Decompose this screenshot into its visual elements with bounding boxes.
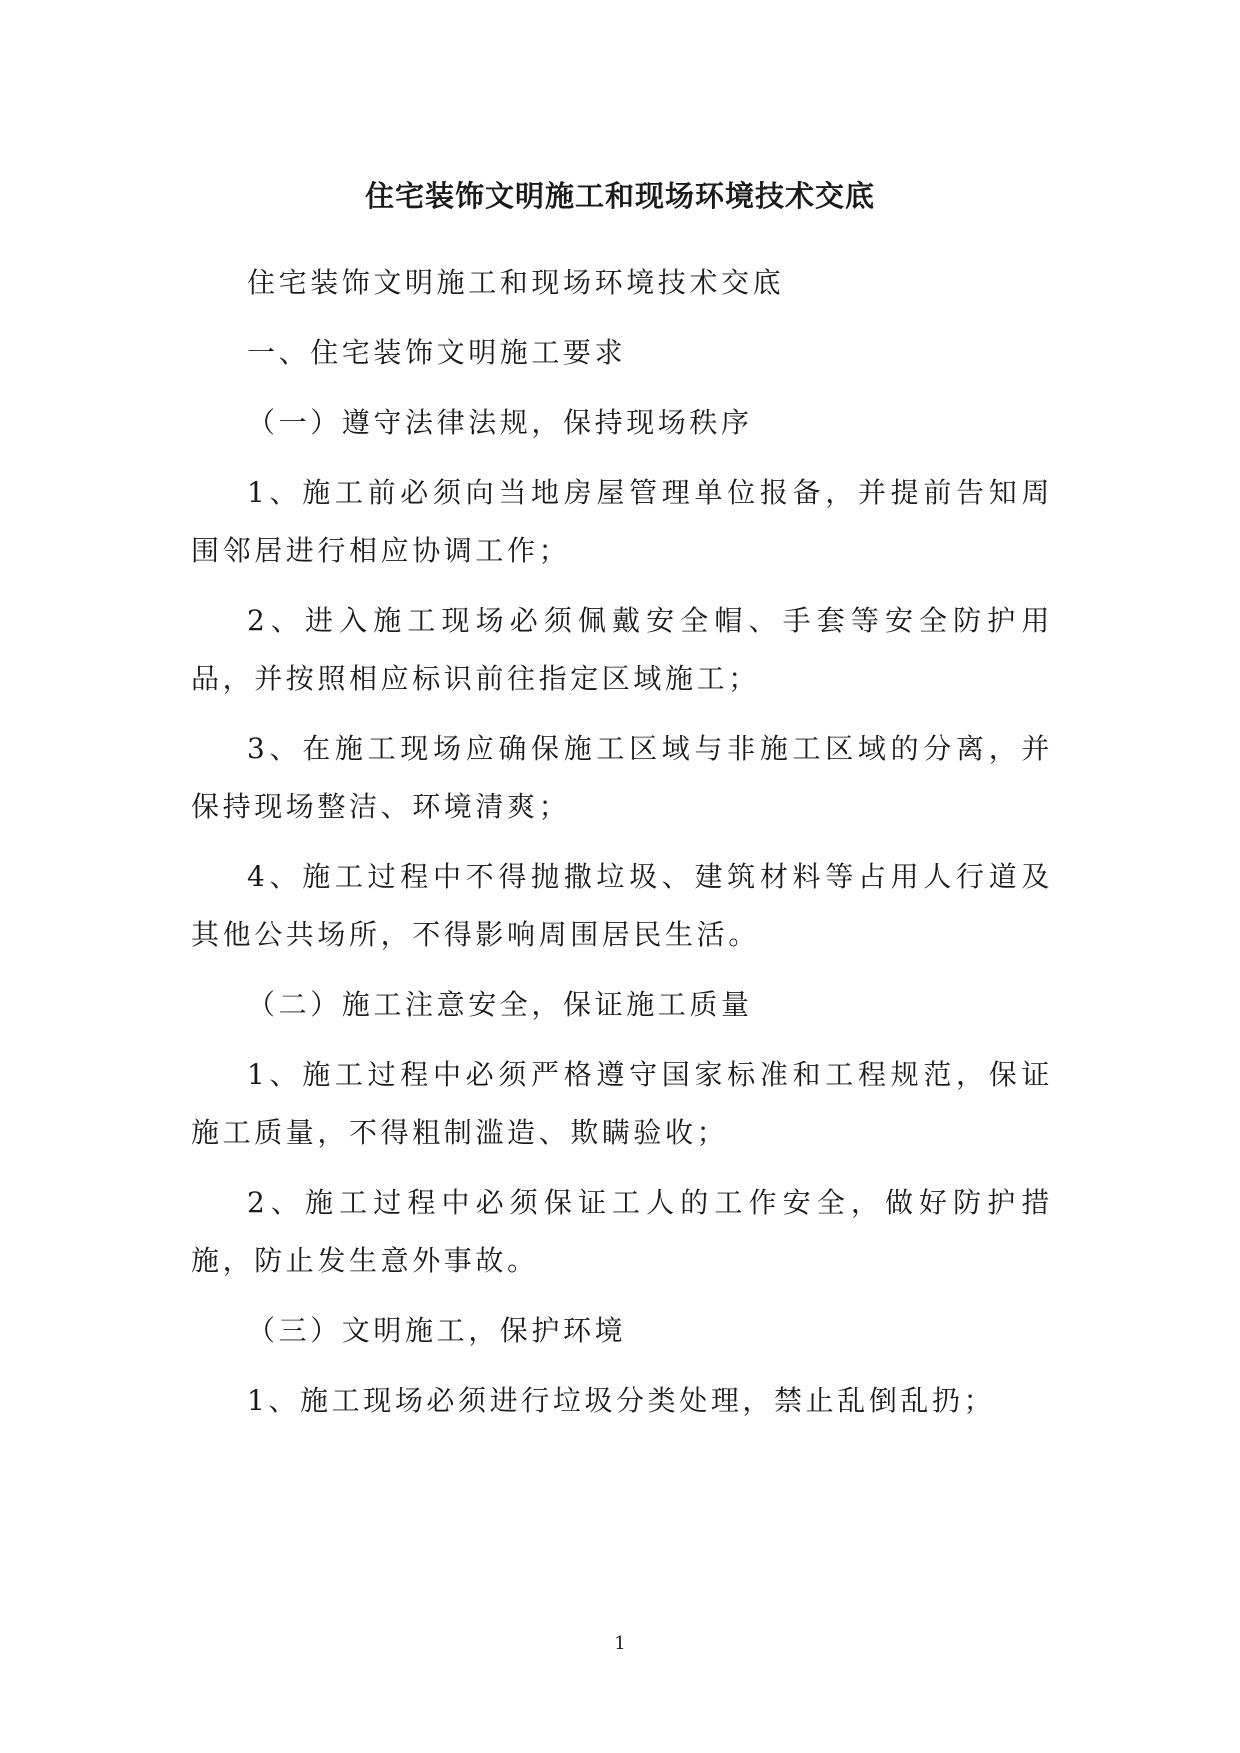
subsection-heading-2: （二）施工注意安全，保证施工质量: [247, 988, 753, 1021]
list-item: 1、施工过程中必须严格遵守国家标准和工程规范，保证施工质量，不得粗制滥造、欺瞒验收；: [191, 1058, 1053, 1149]
list-item: 1、施工前必须向当地房屋管理单位报备，并提前告知周围邻居进行相应协调工作；: [191, 476, 1053, 567]
subsection-heading-1: （一）遵守法律法规，保持现场秩序: [247, 406, 753, 439]
subsection-heading-3: （三）文明施工，保护环境: [247, 1314, 627, 1347]
paragraph-intro: 住宅装饰文明施工和现场环境技术交底: [247, 266, 785, 299]
list-item: 1、施工现场必须进行垃圾分类处理，禁止乱倒乱扔；: [247, 1384, 996, 1417]
list-item: 4、施工过程中不得抛撒垃圾、建筑材料等占用人行道及其他公共场所，不得影响周围居民生活。: [191, 860, 1053, 951]
document-title: 住宅装饰文明施工和现场环境技术交底: [364, 179, 875, 213]
list-item: 2、进入施工现场必须佩戴安全帽、手套等安全防护用品，并按照相应标识前往指定区域施工；: [191, 604, 1053, 695]
section-heading-1: 一、住宅装饰文明施工要求: [247, 336, 627, 369]
list-item: 3、在施工现场应确保施工区域与非施工区域的分离，并保持现场整洁、环境清爽；: [191, 732, 1053, 823]
list-item: 2、施工过程中必须保证工人的工作安全，做好防护措施，防止发生意外事故。: [191, 1186, 1053, 1277]
document-body: [191, 254, 1053, 1442]
page-number: 1: [614, 1633, 626, 1654]
